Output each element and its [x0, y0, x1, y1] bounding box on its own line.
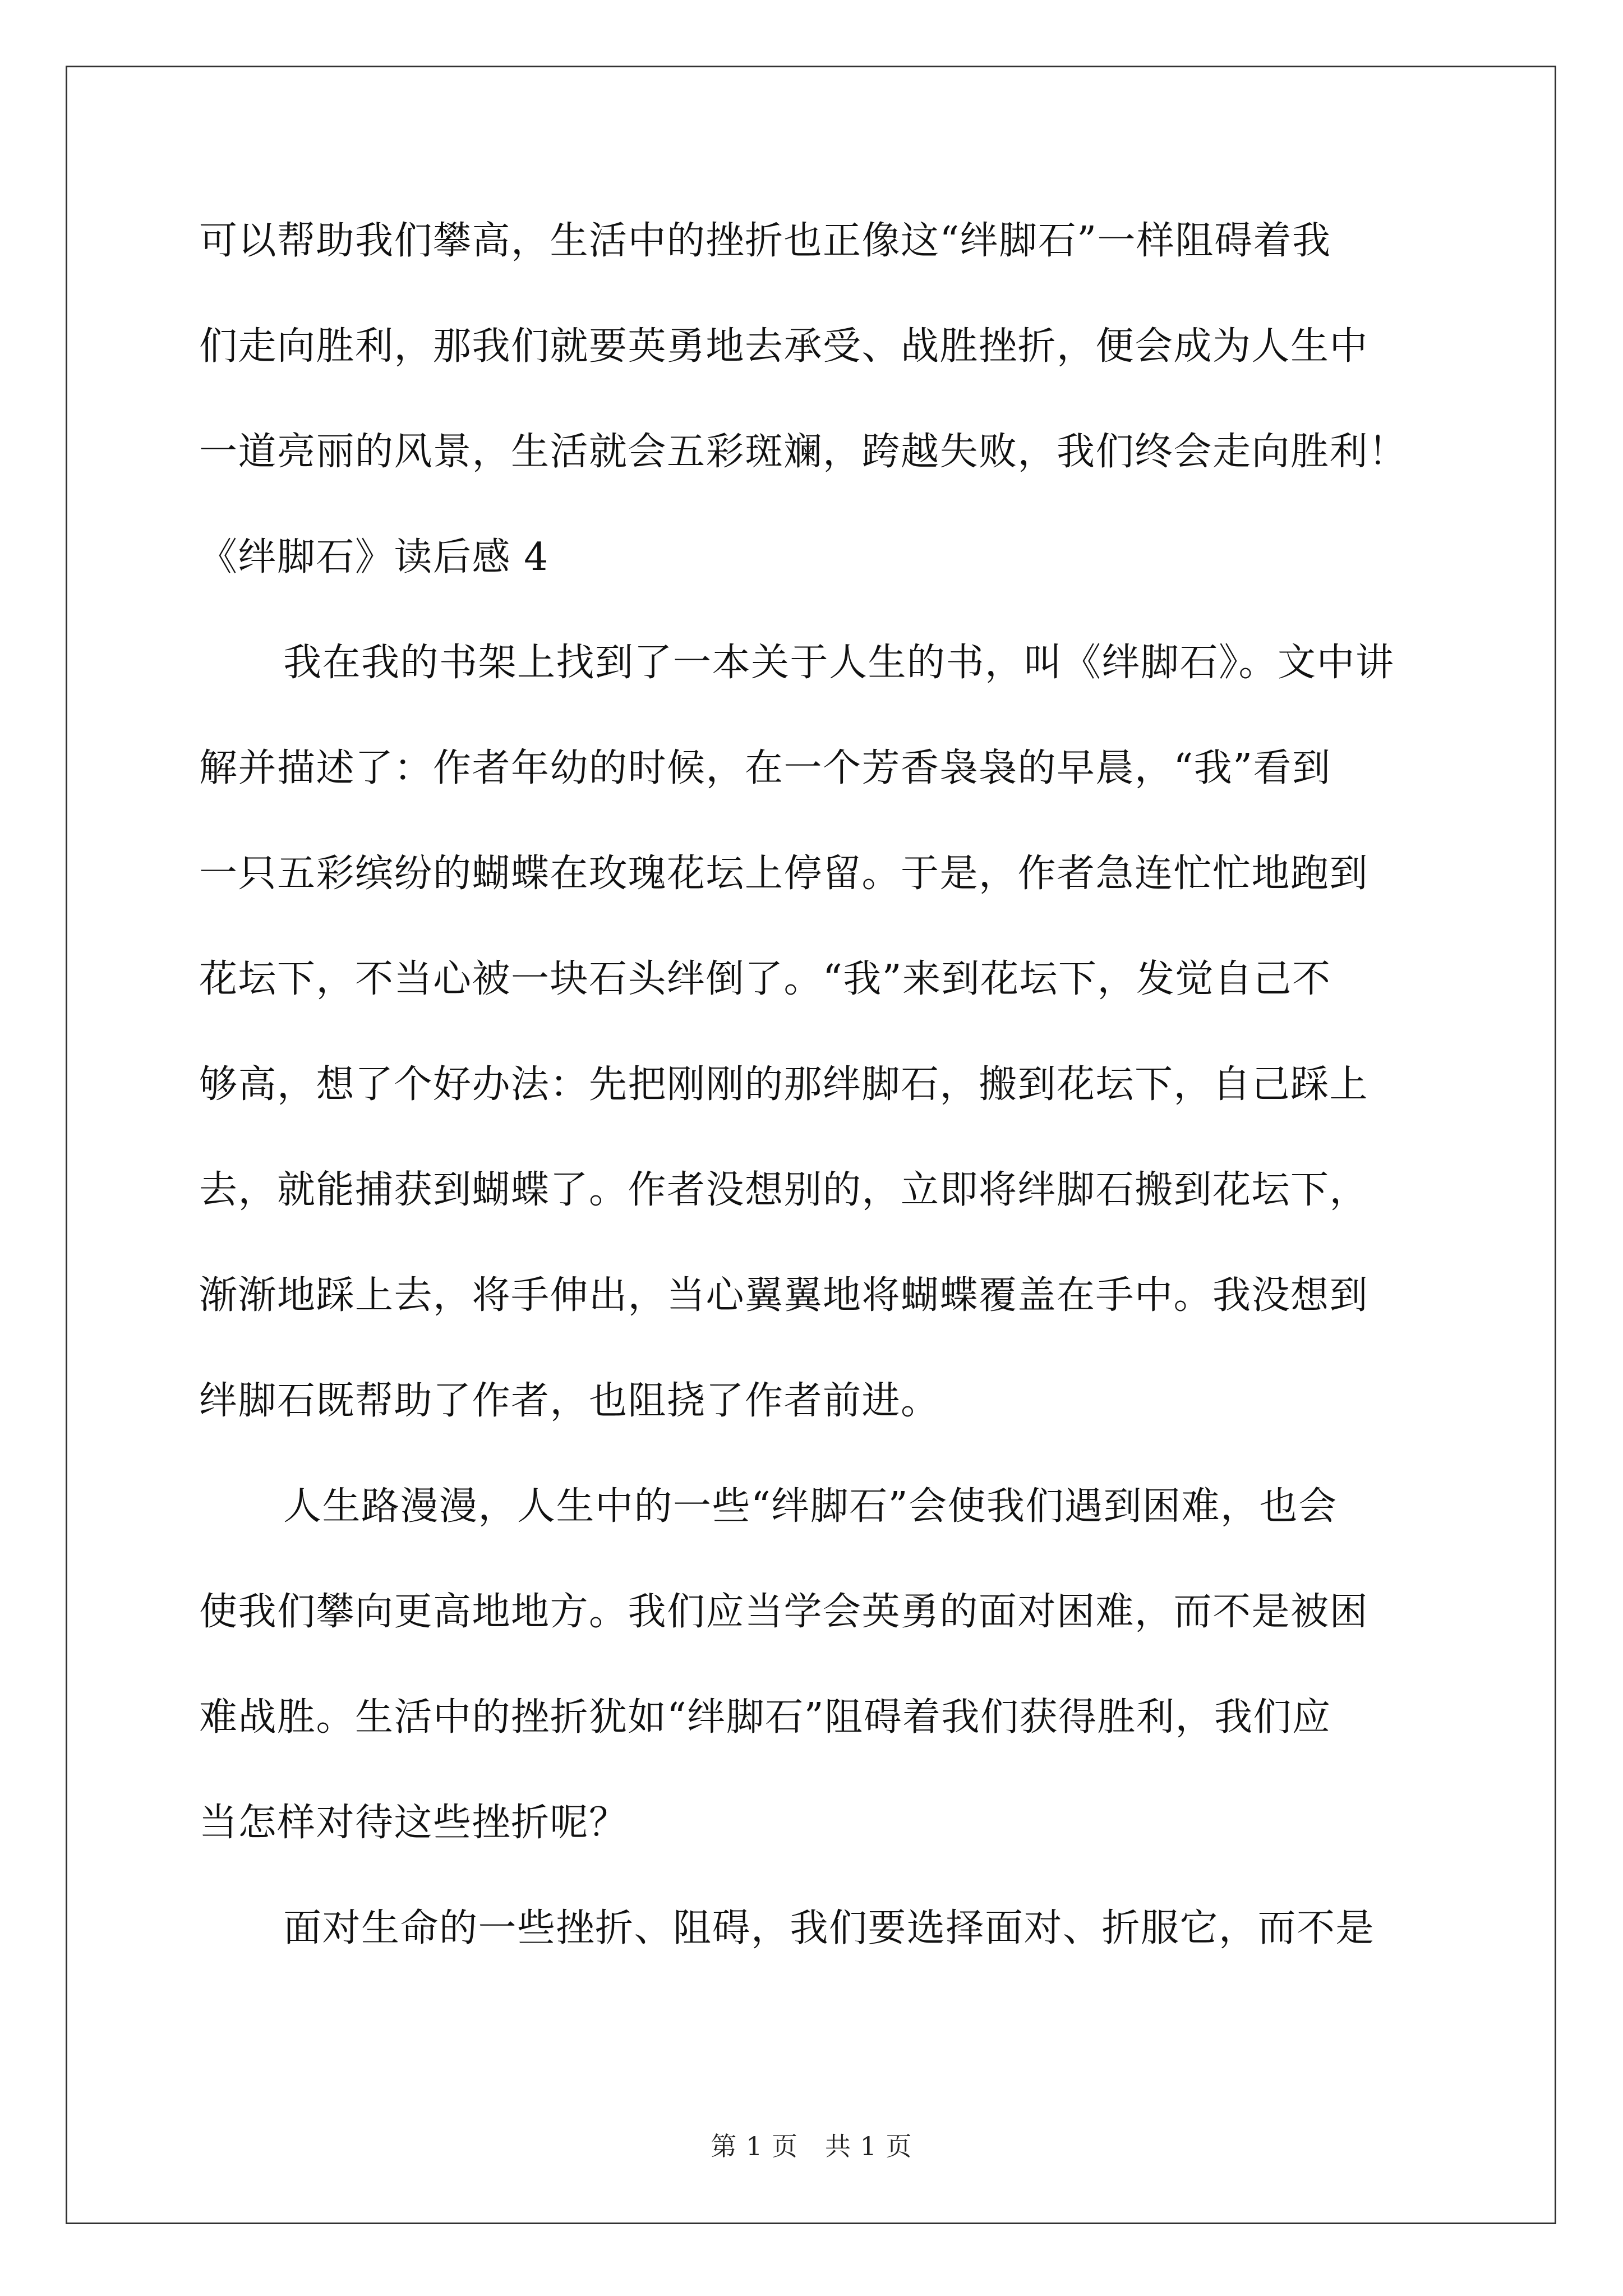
paragraph-start: 面对生命的一些挫折、阻碍，我们要选择面对、折服它，而不是: [283, 1906, 1375, 1950]
text-line: 渐渐地踩上去，将手伸出，当心翼翼地将蝴蝶覆盖在手中。我没想到: [199, 1273, 1369, 1318]
page-number: 第 1 页: [711, 2131, 798, 2161]
text-line: 绊脚石既帮助了作者，也阻挠了作者前进。: [199, 1379, 940, 1423]
text-line: 一道亮丽的风景，生活就会五彩斑斓，跨越失败，我们终会走向胜利！: [199, 430, 1408, 474]
document-body: [199, 208, 1433, 2000]
text-line: 使我们攀向更高地地方。我们应当学会英勇的面对困难，而不是被困: [199, 1590, 1369, 1634]
text-line: 们走向胜利，那我们就要英勇地去承受、战胜挫折，便会成为人生中: [199, 324, 1369, 369]
text-line: 去，就能捕获到蝴蝶了。作者没想别的，立即将绊脚石搬到花坛下，: [199, 1168, 1369, 1212]
text-line: 解并描述了：作者年幼的时候，在一个芳香袅袅的早晨，“我”看到: [199, 746, 1331, 790]
page-footer: [0, 2126, 1623, 2163]
text-line: 花坛下，不当心被一块石头绊倒了。“我”来到花坛下，发觉自己不: [199, 957, 1331, 1001]
text-line: 当怎样对待这些挫折呢？: [199, 1801, 628, 1845]
page-total: 共 1 页: [825, 2131, 912, 2161]
text-line: 可以帮助我们攀高，生活中的挫折也正像这“绊脚石”一样阻碍着我: [199, 219, 1331, 263]
text-line: 一只五彩缤纷的蝴蝶在玫瑰花坛上停留。于是，作者急连忙忙地跑到: [199, 852, 1369, 896]
text-line: 够高，想了个好办法：先把刚刚的那绊脚石，搬到花坛下，自己踩上: [199, 1062, 1369, 1107]
text-line: 难战胜。生活中的挫折犹如“绊脚石”阻碍着我们获得胜利，我们应: [199, 1695, 1331, 1740]
paragraph-start: 我在我的书架上找到了一本关于人生的书，叫《绊脚石》。文中讲: [283, 641, 1395, 685]
section-heading: 《绊脚石》读后感 4: [199, 535, 549, 579]
paragraph-start: 人生路漫漫，人生中的一些“绊脚石”会使我们遇到困难，也会: [283, 1484, 1338, 1529]
